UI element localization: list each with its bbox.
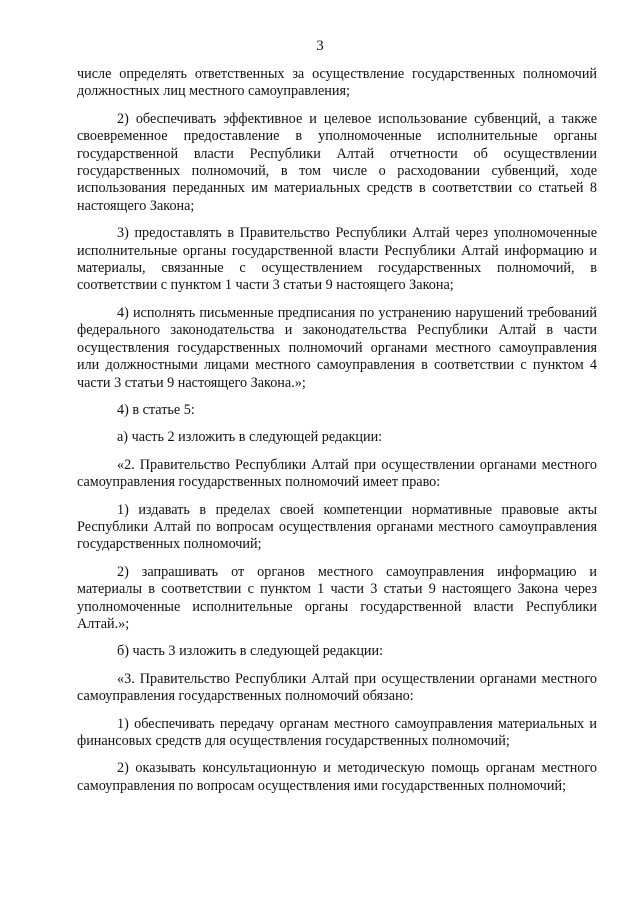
paragraph-part-3-text: «3. Правительство Республики Алтай при осуществлении органами местного самоуправления государственных полномочий обязано: [77, 670, 597, 705]
paragraph-item-4-orders: 4) исполнять письменные предписания по устранению нарушений требований федерального законодательства и законодательства Республики Алтай в части осуществления государственных полномочий органами местного самоуправления или должностными лицами местного самоуправления в соответствии с пунктом 4 части 3 статьи 9 настоящего Закона.»; [77, 304, 597, 391]
paragraph-right-2: 2) запрашивать от органов местного самоуправления информацию и материалы в соответствии с пунктом 1 части 3 статьи 9 настоящего Закона через уполномоченные исполнительные органы государственной власти Республики Алтай.»; [77, 563, 597, 632]
paragraph-item-3-information: 3) предоставлять в Правительство Республики Алтай через уполномоченные исполнительные органы государственной власти Республики Алтай информацию и материалы, связанные с осуществлением государственных полномочий, в соответствии с пунктом 1 части 3 статьи 9 настоящего Закона; [77, 225, 597, 294]
paragraph-article-5: 4) в статье 5: [117, 401, 195, 418]
paragraph-right-1: 1) издавать в пределах своей компетенции нормативные правовые акты Республики Алтай по вопросам осуществления органами местного самоуправления государственных полномочий; [77, 501, 597, 553]
paragraph-item-2-subventions: 2) обеспечивать эффективное и целевое использование субвенций, а также своевременное предоставление в уполномоченные исполнительные органы государственной власти Республики Алтай отчетности об осуществлении государственных полномочий, в том числе о расходовании субвенций, ходе использования переданных им материальных средств в соответствии со статьей 8 настоящего Закона; [77, 110, 597, 214]
document-body [77, 66, 597, 805]
paragraph-duty-2: 2) оказывать консультационную и методическую помощь органам местного самоуправления по вопросам осуществления ими государственных полномочий; [77, 760, 597, 794]
page-number: 3 [316, 38, 324, 54]
paragraph-continuation: числе определять ответственных за осуществление государственных полномочий должностных лиц местного самоуправления; [77, 66, 597, 100]
paragraph-part-2-text: «2. Правительство Республики Алтай при осуществлении органами местного самоуправления государственных полномочий имеет право: [77, 456, 597, 491]
paragraph-duty-1: 1) обеспечивать передачу органам местного самоуправления материальных и финансовых средств для осуществления государственных полномочий; [77, 715, 597, 749]
paragraph-part-3-heading: б) часть 3 изложить в следующей редакции: [117, 643, 384, 660]
paragraph-part-2-heading: а) часть 2 изложить в следующей редакции: [117, 429, 383, 446]
